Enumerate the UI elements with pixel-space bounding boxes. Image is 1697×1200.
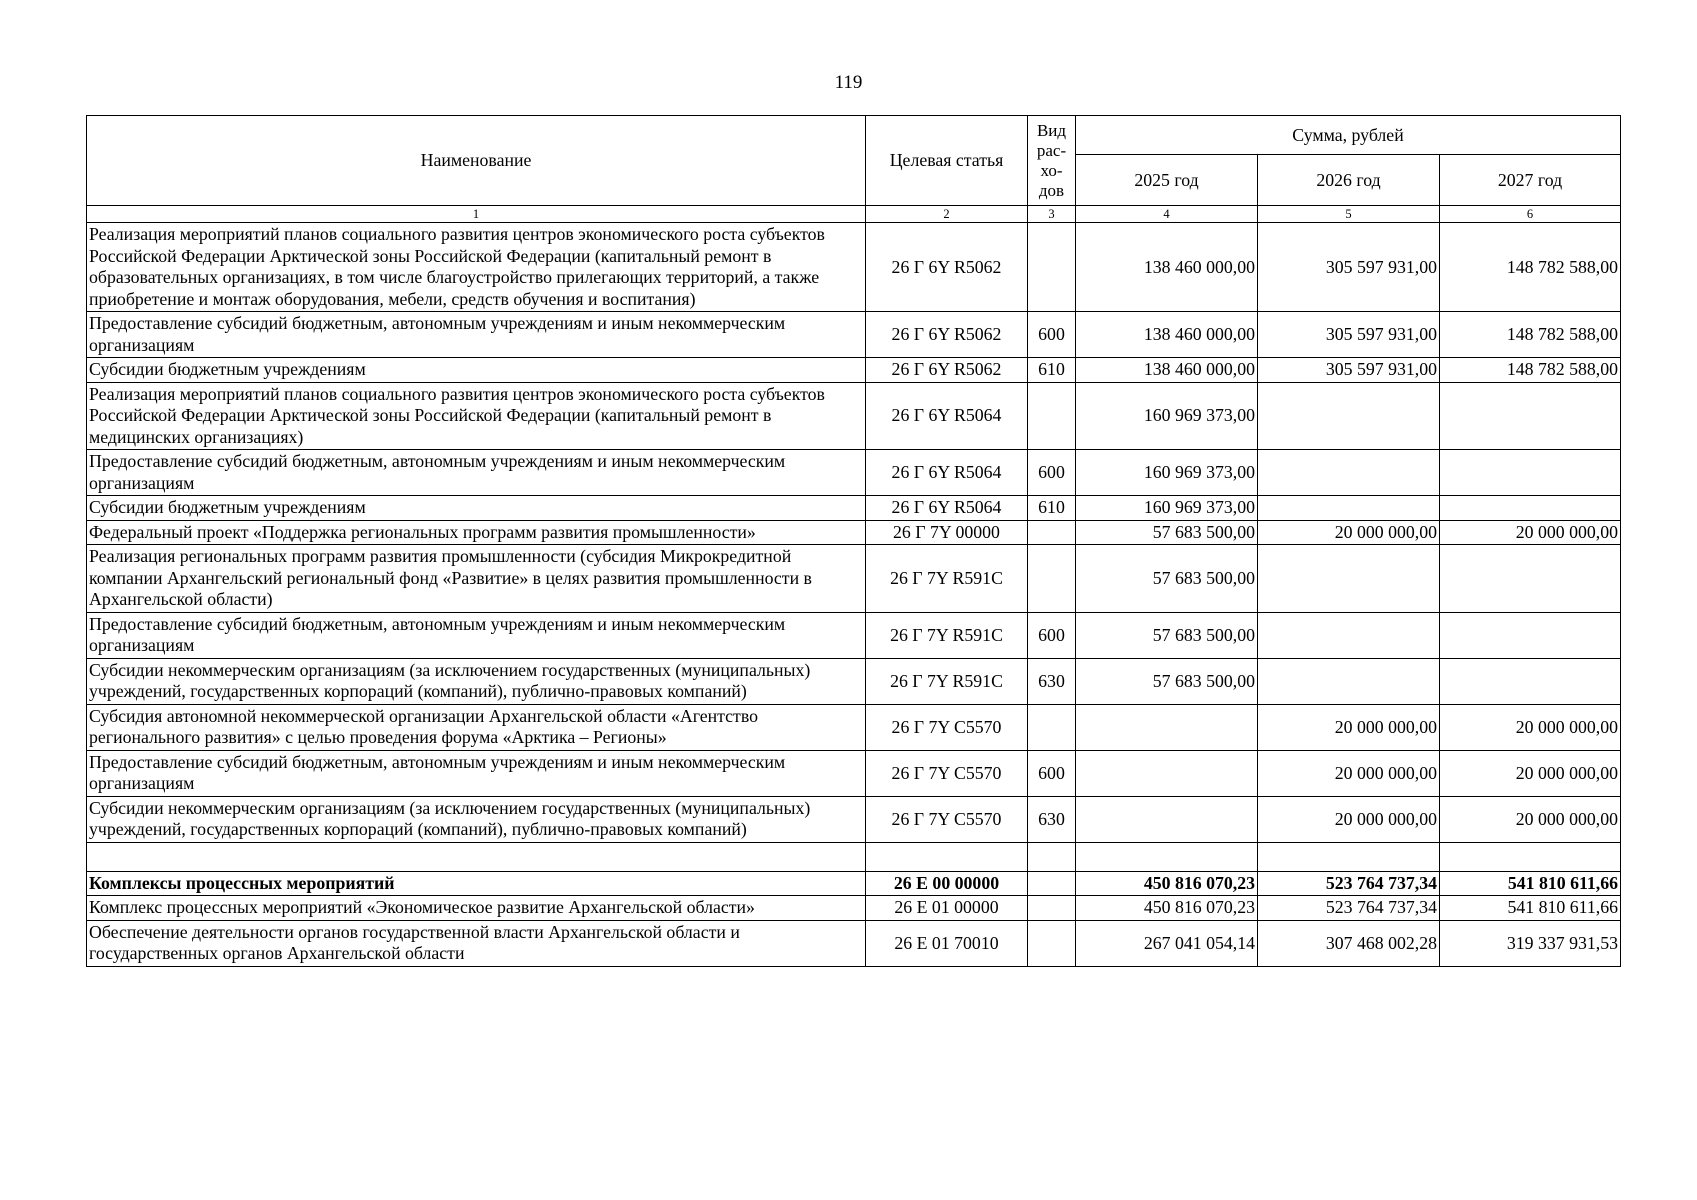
row-amount-2026 bbox=[1258, 382, 1440, 450]
row-expense-kind: 630 bbox=[1028, 658, 1076, 704]
header-2027: 2027 год bbox=[1440, 155, 1621, 206]
row-amount-2026: 20 000 000,00 bbox=[1258, 704, 1440, 750]
table-row bbox=[87, 704, 1621, 750]
row-amount-2027: 148 782 588,00 bbox=[1440, 358, 1621, 383]
row-amount-2025: 57 683 500,00 bbox=[1076, 545, 1258, 613]
row-target-code: 26 Г 7Y С5570 bbox=[866, 796, 1028, 842]
row-amount-2025 bbox=[1076, 704, 1258, 750]
table-row bbox=[87, 496, 1621, 521]
row-amount-2027: 20 000 000,00 bbox=[1440, 796, 1621, 842]
table-row bbox=[87, 520, 1621, 545]
row-expense-kind: 600 bbox=[1028, 612, 1076, 658]
row-amount-2025: 160 969 373,00 bbox=[1076, 382, 1258, 450]
row-target-code: 26 Г 7Y R591C bbox=[866, 658, 1028, 704]
row-expense-kind bbox=[1028, 704, 1076, 750]
row-expense-kind bbox=[1028, 871, 1076, 896]
table-row bbox=[87, 842, 1621, 871]
page-number: 119 bbox=[834, 72, 863, 93]
row-amount-2025: 160 969 373,00 bbox=[1076, 450, 1258, 496]
row-amount-2025: 57 683 500,00 bbox=[1076, 658, 1258, 704]
row-name: Предоставление субсидий бюджетным, автономным учреждениям и иным некоммерческим организациям bbox=[87, 312, 866, 358]
row-amount-2025: 450 816 070,23 bbox=[1076, 896, 1258, 921]
header-target: Целевая статья bbox=[866, 116, 1028, 206]
row-amount-2027: 20 000 000,00 bbox=[1440, 704, 1621, 750]
row-name: Субсидии некоммерческим организациям (за исключением государственных (муниципальных) учреждений, государственных корпораций (компаний), публично-правовых компаний) bbox=[87, 658, 866, 704]
row-amount-2026 bbox=[1258, 842, 1440, 871]
row-expense-kind bbox=[1028, 382, 1076, 450]
table-row bbox=[87, 920, 1621, 966]
row-amount-2027: 20 000 000,00 bbox=[1440, 750, 1621, 796]
row-name: Комплекс процессных мероприятий «Экономическое развитие Архангельской области» bbox=[87, 896, 866, 921]
header-sum: Сумма, рублей bbox=[1076, 116, 1621, 155]
row-expense-kind: 630 bbox=[1028, 796, 1076, 842]
row-name: Федеральный проект «Поддержка региональных программ развития промышленности» bbox=[87, 520, 866, 545]
table-row bbox=[87, 223, 1621, 312]
row-amount-2027 bbox=[1440, 612, 1621, 658]
row-expense-kind: 610 bbox=[1028, 496, 1076, 521]
column-number: 6 bbox=[1440, 206, 1621, 223]
row-name: Реализация мероприятий планов социального развития центров экономического роста субъектов Российской Федерации Арктической зоны Российской Федерации (капитальный ремонт в медицинских организациях) bbox=[87, 382, 866, 450]
row-amount-2027 bbox=[1440, 450, 1621, 496]
table-row bbox=[87, 796, 1621, 842]
row-target-code: 26 Г 7Y С5570 bbox=[866, 704, 1028, 750]
table-row bbox=[87, 312, 1621, 358]
header-name: Наименование bbox=[87, 116, 866, 206]
row-amount-2026: 305 597 931,00 bbox=[1258, 358, 1440, 383]
row-amount-2025: 450 816 070,23 bbox=[1076, 871, 1258, 896]
row-name: Обеспечение деятельности органов государственной власти Архангельской области и государственных органов Архангельской области bbox=[87, 920, 866, 966]
header-2026: 2026 год bbox=[1258, 155, 1440, 206]
row-name: Предоставление субсидий бюджетным, автономным учреждениям и иным некоммерческим организациям bbox=[87, 750, 866, 796]
row-expense-kind: 610 bbox=[1028, 358, 1076, 383]
row-amount-2026 bbox=[1258, 450, 1440, 496]
row-amount-2026: 20 000 000,00 bbox=[1258, 520, 1440, 545]
row-target-code: 26 Г 6Y R5064 bbox=[866, 450, 1028, 496]
row-target-code: 26 Г 6Y R5062 bbox=[866, 358, 1028, 383]
row-amount-2026: 20 000 000,00 bbox=[1258, 796, 1440, 842]
row-amount-2027 bbox=[1440, 496, 1621, 521]
row-name: Субсидия автономной некоммерческой организации Архангельской области «Агентство регионального развития» с целью проведения форума «Арктика – Регионы» bbox=[87, 704, 866, 750]
table-row bbox=[87, 658, 1621, 704]
row-name: Субсидии некоммерческим организациям (за исключением государственных (муниципальных) учреждений, государственных корпораций (компаний), публично-правовых компаний) bbox=[87, 796, 866, 842]
row-amount-2026: 305 597 931,00 bbox=[1258, 223, 1440, 312]
table-row bbox=[87, 450, 1621, 496]
row-amount-2027: 148 782 588,00 bbox=[1440, 223, 1621, 312]
row-amount-2025: 267 041 054,14 bbox=[1076, 920, 1258, 966]
row-name bbox=[87, 842, 866, 871]
row-name: Предоставление субсидий бюджетным, автономным учреждениям и иным некоммерческим организациям bbox=[87, 450, 866, 496]
column-number: 2 bbox=[866, 206, 1028, 223]
row-amount-2025: 57 683 500,00 bbox=[1076, 520, 1258, 545]
row-amount-2027: 319 337 931,53 bbox=[1440, 920, 1621, 966]
row-target-code: 26 Г 6Y R5064 bbox=[866, 382, 1028, 450]
row-expense-kind: 600 bbox=[1028, 750, 1076, 796]
row-target-code: 26 Г 7Y R591C bbox=[866, 545, 1028, 613]
row-expense-kind bbox=[1028, 545, 1076, 613]
column-number: 1 bbox=[87, 206, 866, 223]
column-number: 4 bbox=[1076, 206, 1258, 223]
row-amount-2027 bbox=[1440, 382, 1621, 450]
row-amount-2026 bbox=[1258, 496, 1440, 521]
column-number: 3 bbox=[1028, 206, 1076, 223]
row-target-code bbox=[866, 842, 1028, 871]
row-amount-2025: 160 969 373,00 bbox=[1076, 496, 1258, 521]
table-body bbox=[87, 223, 1621, 967]
row-expense-kind: 600 bbox=[1028, 450, 1076, 496]
row-target-code: 26 Г 7Y 00000 bbox=[866, 520, 1028, 545]
row-amount-2025 bbox=[1076, 796, 1258, 842]
row-expense-kind bbox=[1028, 920, 1076, 966]
row-amount-2025: 138 460 000,00 bbox=[1076, 223, 1258, 312]
row-name: Реализация мероприятий планов социального развития центров экономического роста субъектов Российской Федерации Арктической зоны Российской Федерации (капитальный ремонт в образовательных организациях, в том числе благоустройство прилегающих территорий, а также приобретение и монтаж оборудования, мебели, средств обучения и воспитания) bbox=[87, 223, 866, 312]
row-target-code: 26 Г 6Y R5062 bbox=[866, 312, 1028, 358]
row-expense-kind: 600 bbox=[1028, 312, 1076, 358]
row-amount-2026: 523 764 737,34 bbox=[1258, 871, 1440, 896]
row-amount-2026: 523 764 737,34 bbox=[1258, 896, 1440, 921]
row-expense-kind bbox=[1028, 223, 1076, 312]
row-amount-2025: 138 460 000,00 bbox=[1076, 312, 1258, 358]
header-2025: 2025 год bbox=[1076, 155, 1258, 206]
row-target-code: 26 Г 7Y R591C bbox=[866, 612, 1028, 658]
row-amount-2025: 57 683 500,00 bbox=[1076, 612, 1258, 658]
row-amount-2025 bbox=[1076, 842, 1258, 871]
table-row bbox=[87, 382, 1621, 450]
row-amount-2027 bbox=[1440, 658, 1621, 704]
row-amount-2027 bbox=[1440, 842, 1621, 871]
row-expense-kind bbox=[1028, 520, 1076, 545]
row-target-code: 26 Г 6Y R5064 bbox=[866, 496, 1028, 521]
row-amount-2026: 305 597 931,00 bbox=[1258, 312, 1440, 358]
row-target-code: 26 Е 01 70010 bbox=[866, 920, 1028, 966]
row-amount-2027 bbox=[1440, 545, 1621, 613]
row-amount-2026 bbox=[1258, 612, 1440, 658]
row-target-code: 26 Г 6Y R5062 bbox=[866, 223, 1028, 312]
table-row bbox=[87, 545, 1621, 613]
row-target-code: 26 Е 01 00000 bbox=[866, 896, 1028, 921]
row-expense-kind bbox=[1028, 896, 1076, 921]
row-target-code: 26 Е 00 00000 bbox=[866, 871, 1028, 896]
row-name: Субсидии бюджетным учреждениям bbox=[87, 496, 866, 521]
row-amount-2025: 138 460 000,00 bbox=[1076, 358, 1258, 383]
row-name: Предоставление субсидий бюджетным, автономным учреждениям и иным некоммерческим организациям bbox=[87, 612, 866, 658]
row-name: Субсидии бюджетным учреждениям bbox=[87, 358, 866, 383]
row-amount-2027: 541 810 611,66 bbox=[1440, 896, 1621, 921]
row-amount-2027: 20 000 000,00 bbox=[1440, 520, 1621, 545]
row-target-code: 26 Г 7Y С5570 bbox=[866, 750, 1028, 796]
row-name: Реализация региональных программ развития промышленности (субсидия Микрокредитной компании Архангельский региональный фонд «Развитие» в целях развития промышленности в Архангельской области) bbox=[87, 545, 866, 613]
row-amount-2025 bbox=[1076, 750, 1258, 796]
table-row bbox=[87, 750, 1621, 796]
budget-table bbox=[86, 115, 1621, 967]
row-amount-2026: 307 468 002,28 bbox=[1258, 920, 1440, 966]
table-header bbox=[87, 116, 1621, 223]
row-amount-2027: 541 810 611,66 bbox=[1440, 871, 1621, 896]
table-row bbox=[87, 612, 1621, 658]
table-row bbox=[87, 896, 1621, 921]
row-amount-2026 bbox=[1258, 545, 1440, 613]
row-amount-2026: 20 000 000,00 bbox=[1258, 750, 1440, 796]
column-number-row bbox=[87, 206, 1621, 223]
table-row bbox=[87, 871, 1621, 896]
row-amount-2027: 148 782 588,00 bbox=[1440, 312, 1621, 358]
column-number: 5 bbox=[1258, 206, 1440, 223]
row-expense-kind bbox=[1028, 842, 1076, 871]
row-name: Комплексы процессных мероприятий bbox=[87, 871, 866, 896]
row-amount-2026 bbox=[1258, 658, 1440, 704]
table-row bbox=[87, 358, 1621, 383]
header-kind: Вид рас-хо-дов bbox=[1028, 116, 1076, 206]
